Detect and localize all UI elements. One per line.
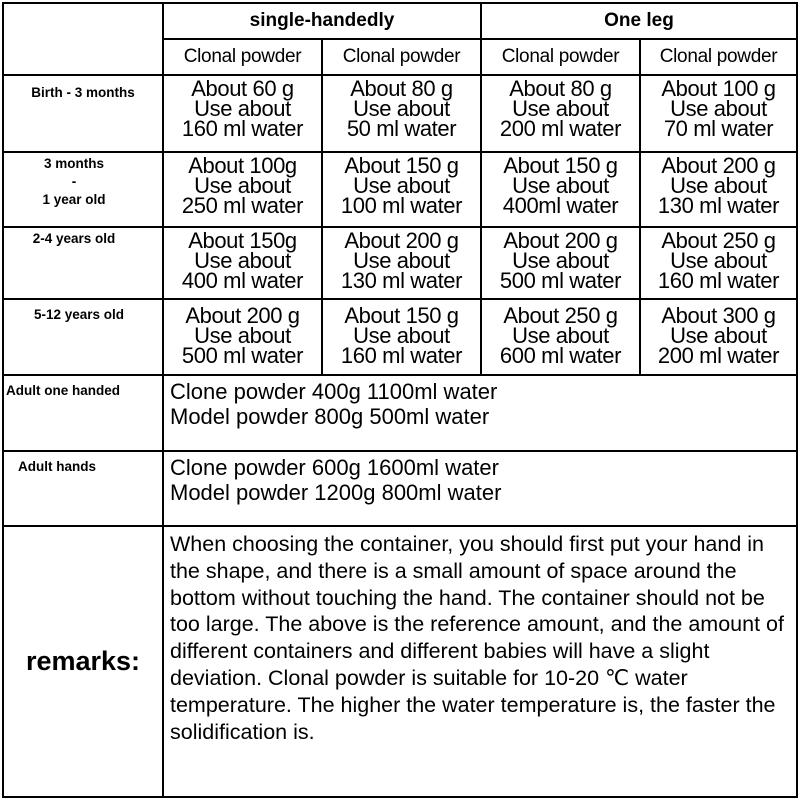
dose-water: 250 ml water (181, 193, 304, 218)
dose-amount: About 200 g (661, 153, 776, 178)
age-3-months-1-year (4, 153, 144, 226)
dose-use-about: Use about (353, 96, 450, 121)
dose-water: 50 ml water (346, 116, 457, 141)
dose-amount: About 150g (188, 228, 297, 253)
dose-use-about: Use about (670, 96, 767, 121)
dose-water: 160 ml water (340, 343, 463, 368)
dose-water: 500 ml water (499, 268, 622, 293)
subheader-clonal-powder: Clonal powder (659, 46, 778, 67)
age-line: 1 year old (42, 192, 106, 207)
dose-use-about: Use about (353, 173, 450, 198)
subheader-clonal-powder: Clonal powder (501, 46, 620, 67)
dose-amount: About 80 g (509, 76, 612, 101)
dose-amount: About 150 g (344, 153, 459, 178)
dose-cell (641, 76, 796, 151)
dose-use-about: Use about (512, 323, 609, 348)
dose-use-about: Use about (670, 248, 767, 273)
dose-cell (482, 153, 639, 226)
adult-hands-amounts (164, 452, 796, 525)
dose-use-about: Use about (670, 173, 767, 198)
dose-water: 130 ml water (340, 268, 463, 293)
dose-water: 160 ml water (181, 116, 304, 141)
dose-amount: About 100 g (661, 76, 776, 101)
dose-use-about: Use about (512, 248, 609, 273)
dose-use-about: Use about (670, 323, 767, 348)
dose-water: 200 ml water (499, 116, 622, 141)
dose-cell (641, 228, 796, 298)
dose-amount: About 200 g (185, 303, 300, 328)
age-line: 3 months (43, 156, 104, 171)
dose-amount: About 60 g (191, 76, 294, 101)
model-powder-amount: Model powder 800g 500ml water (170, 404, 490, 429)
header-single-handedly: single-handedly (249, 10, 395, 31)
dose-cell (641, 300, 796, 374)
dose-water: 600 ml water (499, 343, 622, 368)
dose-water: 70 ml water (663, 116, 774, 141)
header-one-leg: One leg (604, 10, 674, 31)
dose-cell (641, 153, 796, 226)
adult-one-handed-amounts (164, 376, 796, 450)
dose-cell (323, 76, 480, 151)
dose-water: 130 ml water (657, 193, 780, 218)
dose-cell (482, 76, 639, 151)
dose-amount: About 150 g (344, 303, 459, 328)
dose-water: 400 ml water (181, 268, 304, 293)
dose-cell (323, 153, 480, 226)
dose-use-about: Use about (194, 248, 291, 273)
table-border-right (796, 2, 798, 798)
remarks-label: remarks: (25, 646, 141, 676)
dose-water: 160 ml water (657, 268, 780, 293)
dose-use-about: Use about (353, 248, 450, 273)
dose-water: 400ml water (502, 193, 619, 218)
adult-hands-label: Adult hands (18, 459, 96, 474)
dose-amount: About 250 g (503, 303, 618, 328)
dose-use-about: Use about (194, 323, 291, 348)
dose-amount: About 300 g (661, 303, 776, 328)
dose-use-about: Use about (512, 96, 609, 121)
dose-use-about: Use about (194, 173, 291, 198)
dose-cell (323, 228, 480, 298)
dose-use-about: Use about (353, 323, 450, 348)
dose-use-about: Use about (194, 96, 291, 121)
dose-amount: About 80 g (350, 76, 453, 101)
dose-amount: About 250 g (661, 228, 776, 253)
subheader-clonal-powder: Clonal powder (183, 46, 302, 67)
age-5-12-years: 5-12 years old (33, 307, 125, 322)
table-border-bottom (2, 796, 798, 798)
dose-water: 500 ml water (181, 343, 304, 368)
dose-amount: About 200 g (344, 228, 459, 253)
dose-cell (323, 300, 480, 374)
dose-use-about: Use about (512, 173, 609, 198)
dose-amount: About 200 g (503, 228, 618, 253)
model-powder-amount: Model powder 1200g 800ml water (170, 480, 502, 505)
subheader-clonal-powder: Clonal powder (342, 46, 461, 67)
dose-cell (482, 228, 639, 298)
dose-amount: About 100g (188, 153, 297, 178)
remarks-text: When choosing the container, you should first put your hand in the shape, and there is a small amount of space around the bottom without touching the hand. The container should not be too large. The above is the reference amount, and the amount of different containers and different babies will have a slight deviation. Clonal powder is suitable for 10-20 ℃ water temperature. The higher the water temperature is, the faster the solidification is. (170, 532, 784, 744)
adult-one-handed-label: Adult one handed (6, 383, 120, 398)
age-birth-3-months: Birth - 3 months (31, 85, 135, 100)
dose-water: 100 ml water (340, 193, 463, 218)
age-2-4-years: 2-4 years old (32, 231, 116, 246)
dose-cell (164, 228, 321, 298)
dose-amount: About 150 g (503, 153, 618, 178)
clone-powder-amount: Clone powder 600g 1600ml water (170, 455, 499, 480)
dose-cell (164, 153, 321, 226)
age-line: - (71, 174, 77, 189)
dose-water: 200 ml water (657, 343, 780, 368)
dose-cell (164, 300, 321, 374)
dose-cell (164, 76, 321, 151)
dose-cell (482, 300, 639, 374)
clone-powder-amount: Clone powder 400g 1100ml water (170, 379, 498, 404)
